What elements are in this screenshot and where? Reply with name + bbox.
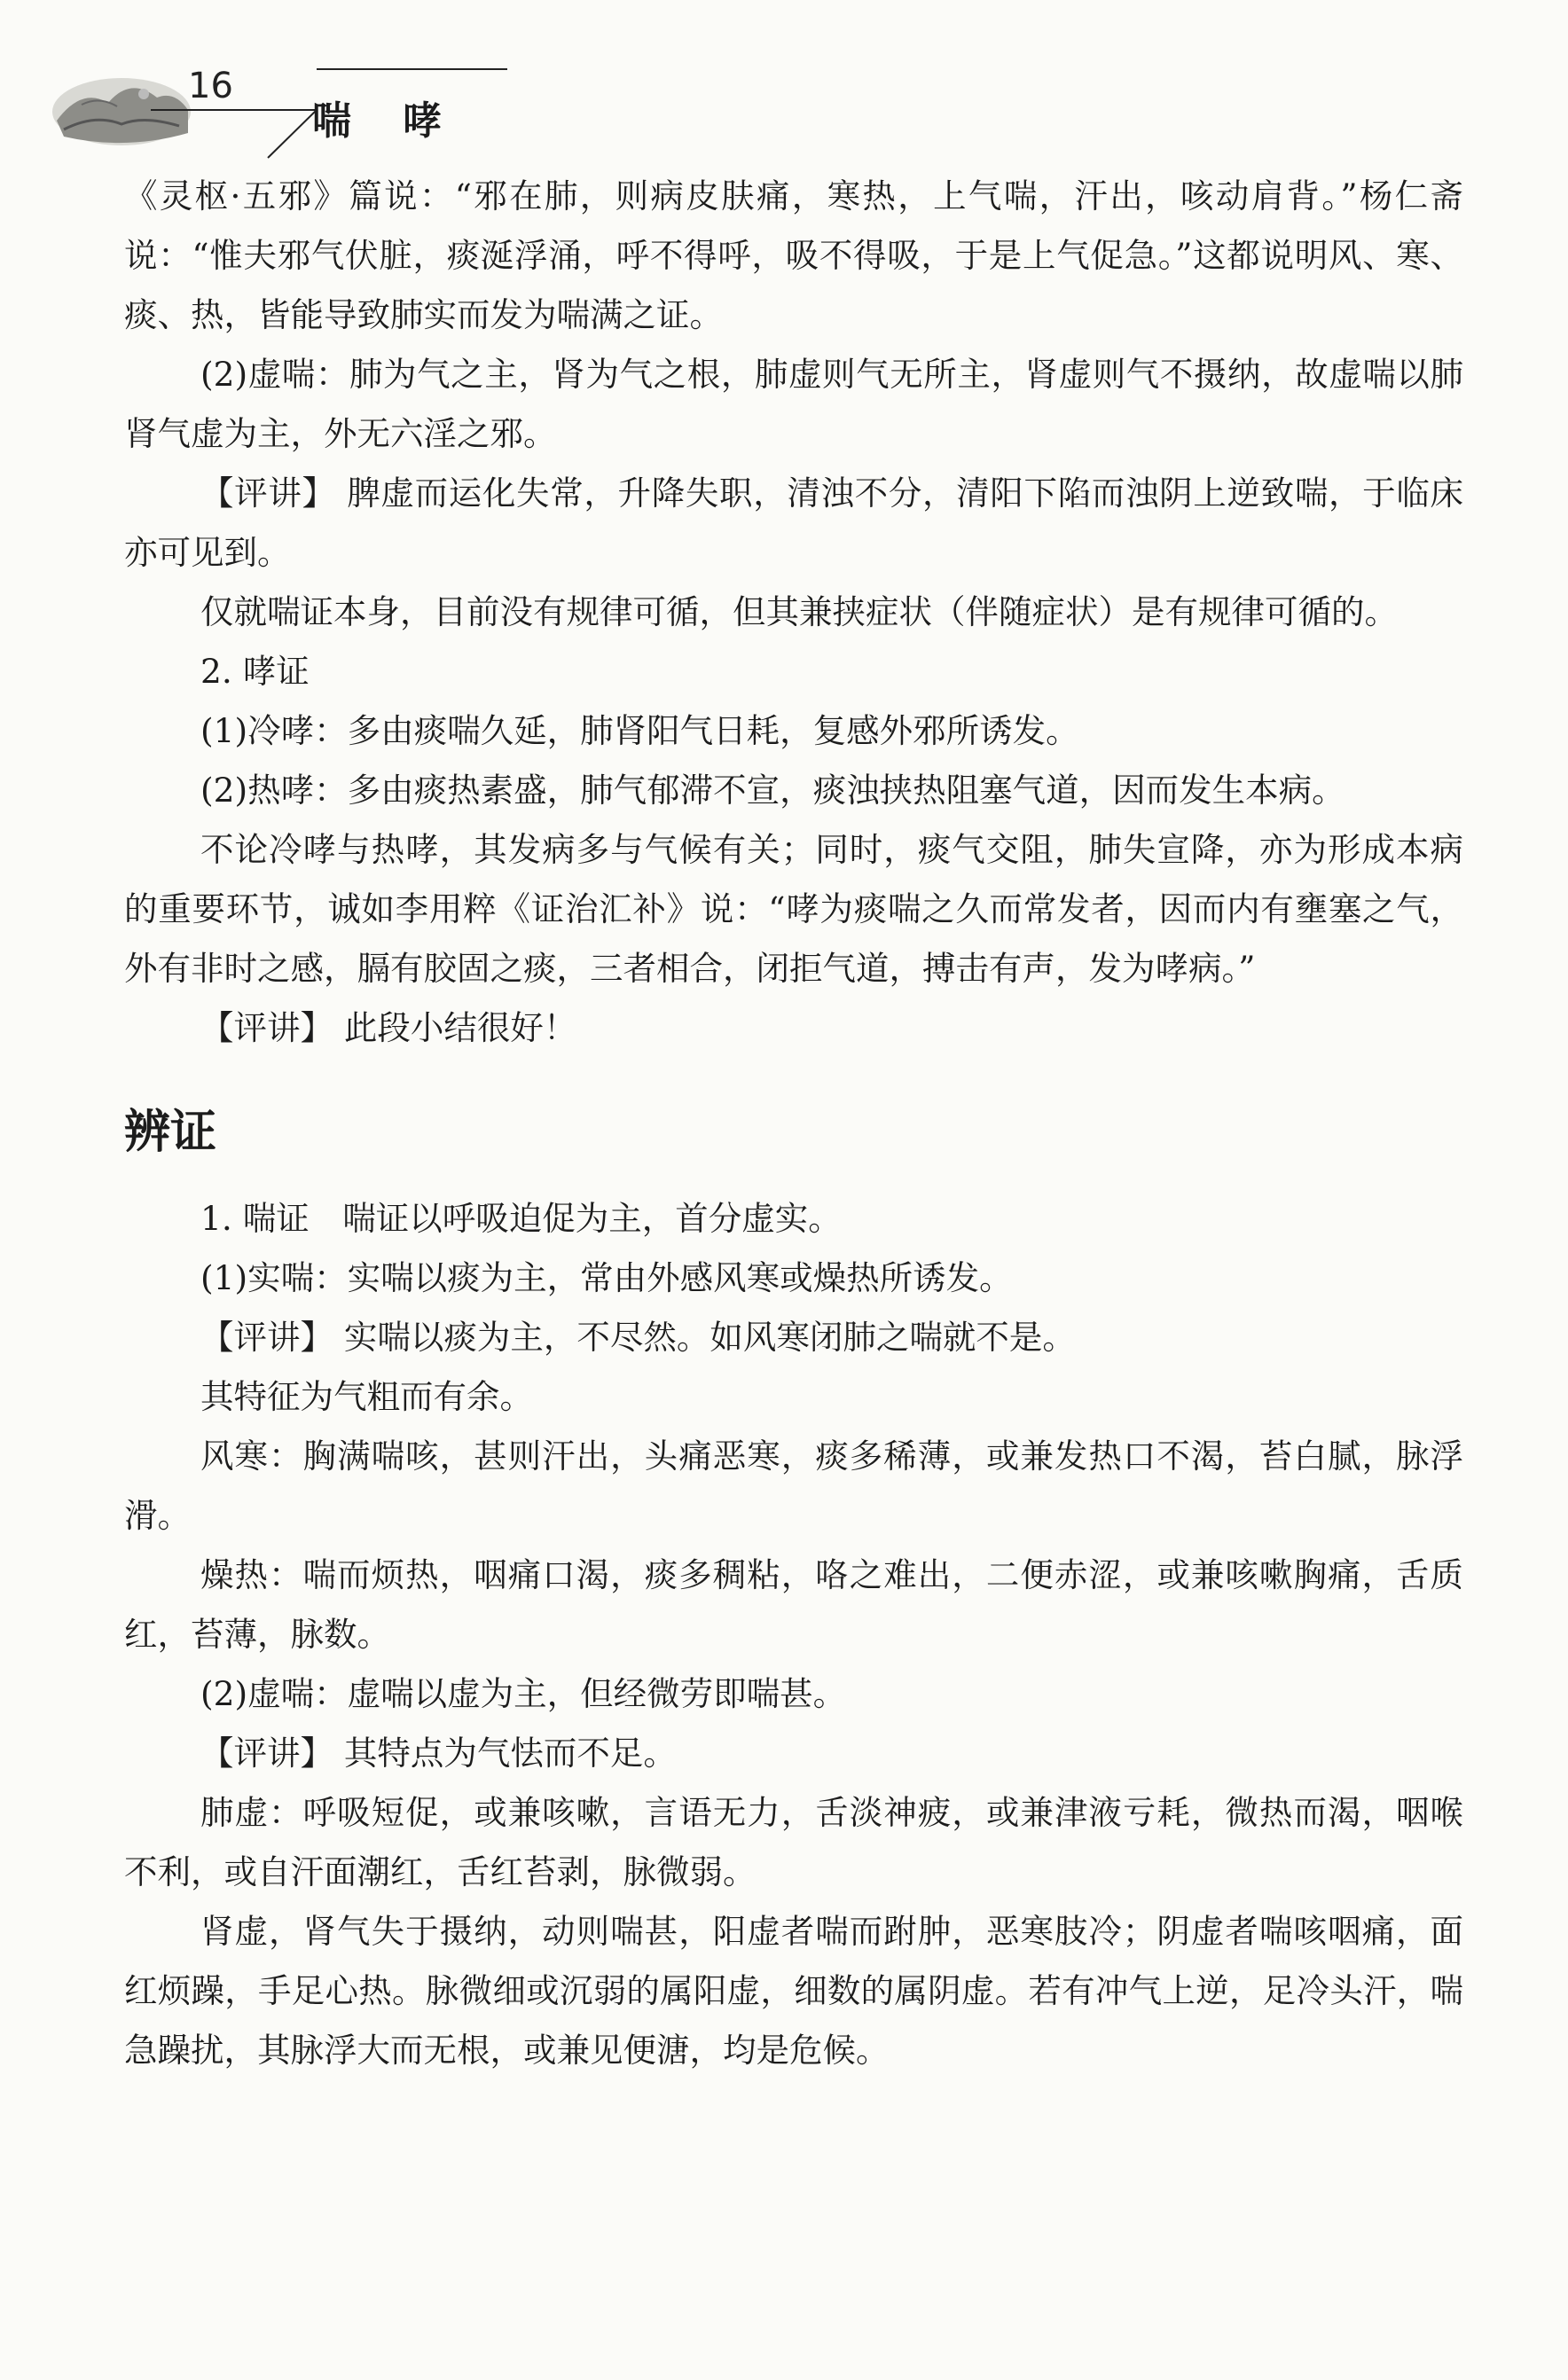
paragraph-kidney-deficiency: 肾虚，肾气失于摄纳，动则喘甚，阳虚者喘而跗肿，恶寒肢冷；阴虚者喘咳咽痛，面红烦躁，手足心热。脉微细或沉弱的属阳虚，细数的属阴虚。若有冲气上逆，足冷头汗，喘急躁扰，其脉浮大而无根，或兼见便溏，均是危候。 [124,1912,1463,2070]
page-header [46,51,507,167]
commentary-paragraph: 【评讲】 其特点为气怯而不足。 [200,1734,677,1773]
paragraph-heat-wheezing: (2)热哮：多由痰热素盛，肺气郁滞不宣，痰浊挟热阻塞气道，因而发生本病。 [200,771,1345,810]
commentary-paragraph: 【评讲】 脾虚而运化失常，升降失职，清浊不分，清阳下陷而浊阴上逆致喘，于临床亦可见到。 [124,474,1463,572]
page-number: 16 [188,66,233,106]
running-title: 喘哮 [312,98,493,144]
paragraph: 不论冷哮与热哮，其发病多与气候有关；同时，痰气交阻，肺失宣降，亦为形成本病的重要环节，诚如李用粹《证治汇补》说：“哮为痰喘之久而常发者，因而内有壅塞之气，外有非时之感，膈有胶固之痰，三者相合，闭拒气道，搏击有声，发为哮病。” [124,830,1463,988]
paragraph-cold-wheezing: (1)冷哮：多由痰喘久延，肺肾阳气日耗，复感外邪所诱发。 [200,711,1079,750]
paragraph-excess-asthma: (1)实喘：实喘以痰为主，常由外感风寒或燥热所诱发。 [200,1258,1013,1297]
paragraph-deficient-asthma: (2)虚喘：虚喘以虚为主，但经微劳即喘甚。 [200,1674,847,1713]
paragraph: 其特征为气粗而有余。 [200,1377,533,1416]
commentary-paragraph: 【评讲】 实喘以痰为主，不尽然。如风寒闭肺之喘就不是。 [200,1318,1076,1357]
subheading-wheezing: 2. 哮证 [200,652,310,691]
landscape-emblem-icon [52,78,191,145]
subheading-asthma: 1. 喘证 喘证以呼吸迫促为主，首分虚实。 [200,1199,842,1238]
section-heading: 辨证 [124,1106,217,1159]
paragraph: 仅就喘证本身，目前没有规律可循，但其兼挟症状（伴随症状）是有规律可循的。 [200,592,1398,631]
page-body [124,167,1463,2080]
paragraph-deficient-asthma: (2)虚喘：肺为气之主，肾为气之根，肺虚则气无所主，肾虚则气不摄纳，故虚喘以肺肾气虚为主，外无六淫之邪。 [124,355,1463,453]
commentary-paragraph: 【评讲】 此段小结很好！ [200,1008,577,1047]
paragraph-wind-cold: 风寒：胸满喘咳，甚则汗出，头痛恶寒，痰多稀薄，或兼发热口不渴，苔白腻，脉浮滑。 [124,1437,1463,1535]
paragraph-dry-heat: 燥热：喘而烦热，咽痛口渴，痰多稠粘，咯之难出，二便赤涩，或兼咳嗽胸痛，舌质红，苔薄，脉数。 [124,1555,1463,1654]
quote-paragraph: 《灵枢·五邪》篇说：“邪在肺，则病皮肤痛，寒热，上气喘，汗出，咳动肩背。”杨仁斋说：“惟夫邪气伏脏，痰涎浮涌，呼不得呼，吸不得吸，于是上气促急。”这都说明风、寒、痰、热，皆能导致肺实而发为喘满之证。 [124,176,1463,334]
paragraph-lung-deficiency: 肺虚：呼吸短促，或兼咳嗽，言语无力，舌淡神疲，或兼津液亏耗，微热而渴，咽喉不利，或自汗面潮红，舌红苔剥，脉微弱。 [124,1793,1463,1891]
